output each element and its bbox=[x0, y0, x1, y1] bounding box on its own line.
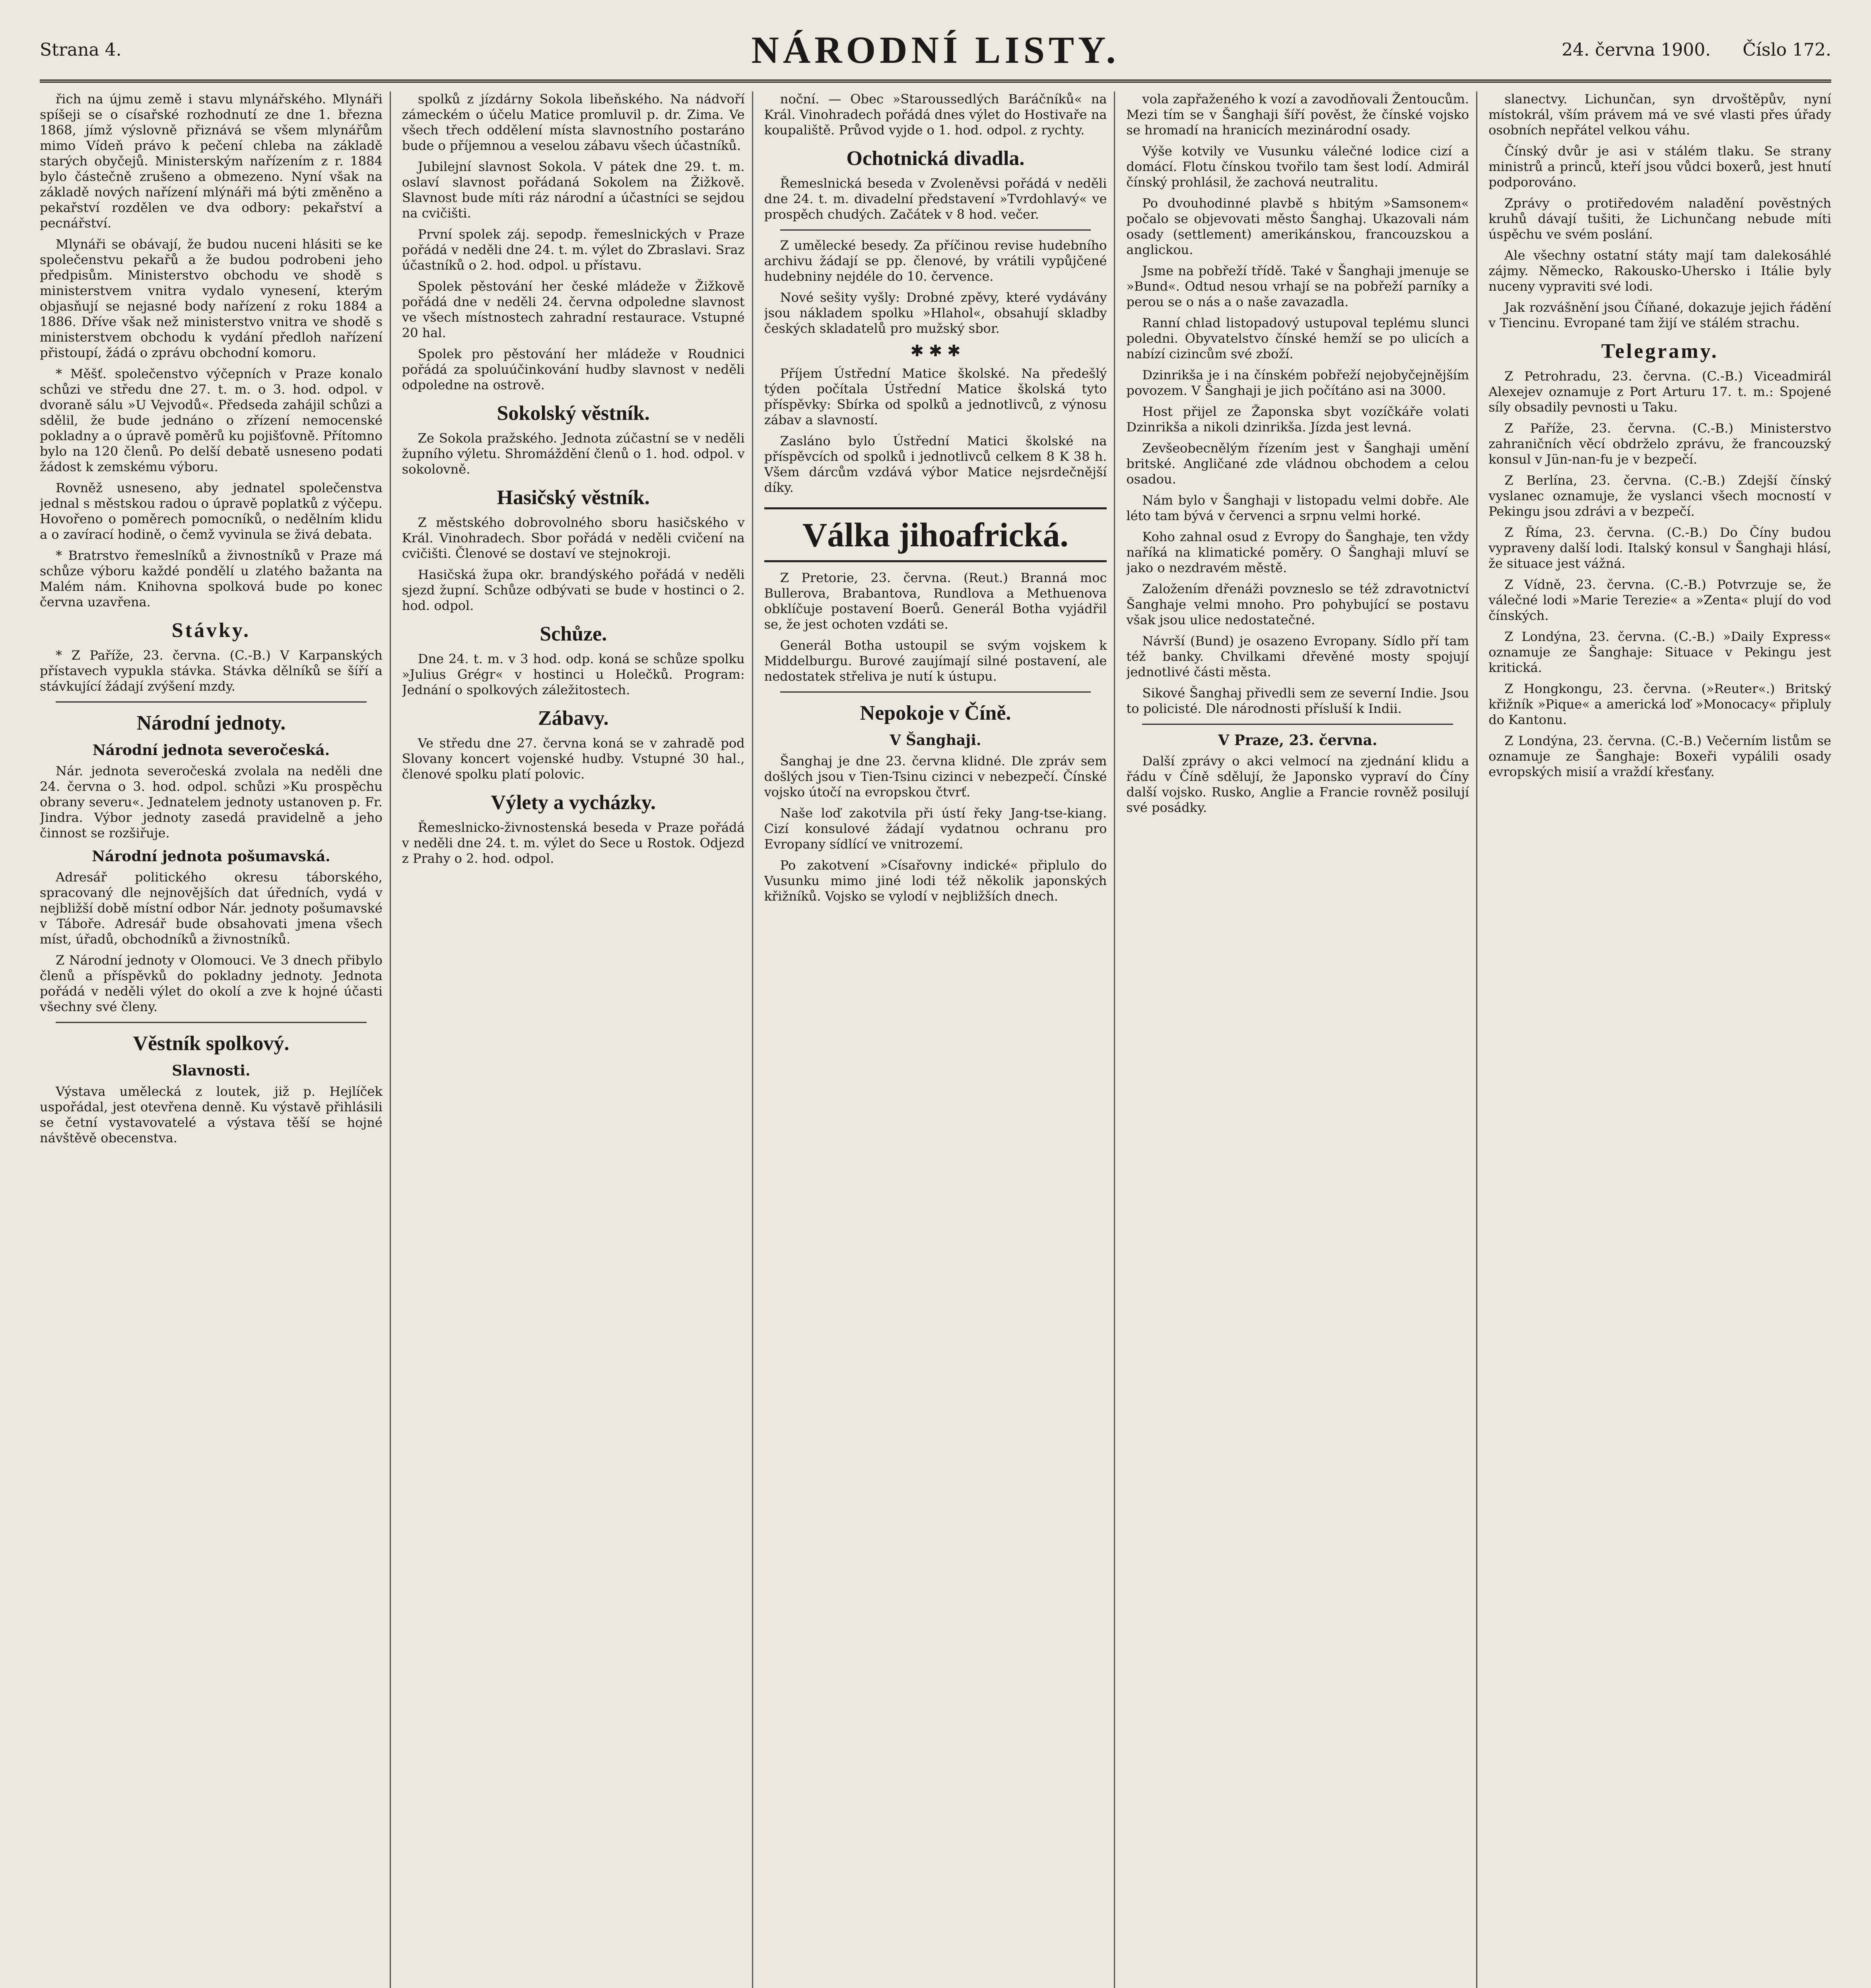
subsection-heading: V Šanghaji. bbox=[890, 732, 981, 749]
article-text: * Bratrstvo řemeslníků a živnostníků v Praze má schůze výboru každé pondělí u zlatého bažanta na Malém nám. Knihovna spolková bude po konec června uzavřena. bbox=[40, 548, 383, 610]
section-heading: Telegramy. bbox=[1601, 340, 1719, 363]
section-heading: Hasičský věstník. bbox=[497, 486, 650, 509]
article-text: Rovněž usneseno, aby jednatel společenstva jednal s městskou radou o úpravě poplatků z výčepu. Hovořeno o poměrech pomocníků, o nedělním klidu a o zavírací hodině, o čemž vyvinula se živá debata. bbox=[40, 480, 383, 542]
telegram-text: Z Petrohradu, 23. června. (C.-B.) Viceadmirál Alexejev oznamuje z Port Arturu 17. t. m.: Spojené síly obsadily pevnosti u Taku. bbox=[1488, 369, 1831, 415]
columns bbox=[40, 91, 1831, 1988]
article-text: Nám bylo v Šanghaji v listopadu velmi dobře. Ale léto tam bývá v červenci a srpnu velmi horké. bbox=[1126, 493, 1469, 523]
article-text: Nové sešity vyšly: Drobné zpěvy, které vydávány jsou nákladem spolku »Hlahol«, obsahují skladby českých skladatelů pro mužský sbor. bbox=[764, 290, 1107, 336]
divider bbox=[56, 1022, 367, 1023]
issue-number: Číslo 172. bbox=[1743, 39, 1831, 60]
section-heading: Sokolský věstník. bbox=[497, 402, 650, 425]
article-text: Výše kotvily ve Vusunku válečné lodice cizí a domácí. Flotu čínskou tvořilo tam šest lodí. Admirál čínský prohlásil, že zachová neutralitu. bbox=[1126, 144, 1469, 190]
article-text: Šanghaj je dne 23. června klidné. Dle zpráv sem došlých jsou v Tien-Tsinu cizinci v nebezpečí. Čínské vojsko útočí na evropskou čtvrť. bbox=[764, 753, 1107, 800]
article-text: Nár. jednota severočeská zvolala na neděli dne 24. června o 3. hod. odpol. schůzi »Ku prospěchu obrany severu«. Jednatelem jednoty ustanoven p. Fr. Jindra. Výbor jednoty zasedá pravidelně a jeho činnost se rozšiřuje. bbox=[40, 763, 383, 841]
separator-stars: ✱ ✱ ✱ bbox=[910, 342, 961, 360]
article-text: * Z Paříže, 23. června. (C.-B.) V Karpanských přístavech vypukla stávka. Stávka dělníků se šíří a stávkující žádají zvýšení mzdy. bbox=[40, 648, 383, 694]
article-text: Adresář politického okresu táborského, spracovaný dle nejnovějších dat úředních, vydá v nejbližší době místní odbor Nár. jednoty pošumavské v Táboře. Adresář bude obsahovati jmena všech míst, úřadů, obchodníků a živnostníků. bbox=[40, 870, 383, 947]
article-text: Z umělecké besedy. Za příčinou revise hudebního archivu žádají se pp. členové, by vrátili vypůjčené hudebniny nejdéle do 10. července. bbox=[764, 238, 1107, 284]
article-text: vola zapřaženého k vozí a zavodňovali Žentoucům. Mezi tím se v Šanghaji šíří pověst, že čínské vojsko se hromadí na hranicích mezinárodní osady. bbox=[1126, 91, 1469, 138]
article-text: noční. — Obec »Staroussedlých Baráčníků« na Král. Vinohradech pořádá dnes výlet do Hostivaře na koupaliště. Průvod vyjde o 1. hod. odpol. z rychty. bbox=[764, 91, 1107, 138]
section-heading: Zábavy. bbox=[538, 707, 609, 730]
article-text: Příjem Ústřední Matice školské. Na předešlý týden počítala Ústřední Matice školská tyto příspěvky: Sbírka od spolků a jednotlivců, z výnosu zábav a slavností. bbox=[764, 366, 1107, 427]
article-text: Mlynáři se obávají, že budou nuceni hlásiti se ke společenstvu pekařů a že budou podrobeni jeho předpisům. Ministerstvo obchodu ve shodě s ministerstvem vnitra vydalo vynesení, kterým objasňují se nejasné body nařízení z roku 1884 a 1886. Dříve však než ministerstvo vnitra ve shodě s ministerstvem obchodu k vydání předloh nařízení přistoupí, žádá o zprávu obchodní komoru. bbox=[40, 237, 383, 360]
telegram-text: Z Londýna, 23. června. (C.-B.) »Daily Express« oznamuje ze Šanghaje: Situace v Pekingu jest kritická. bbox=[1488, 629, 1831, 675]
article-text: Ale všechny ostatní státy mají tam dalekosáhlé zájmy. Německo, Rakousko-Uhersko i Itálie byly nuceny vypraviti své lodi. bbox=[1488, 248, 1831, 294]
telegram-text: Z Paříže, 23. června. (C.-B.) Ministerstvo zahraničních věcí obdrželo zprávu, že francouzský konsul v Jün-nan-fu je v bezpečí. bbox=[1488, 421, 1831, 467]
article-text: slanectvy. Lichunčan, syn drvoštěpův, nyní místokrál, vším právem má ve své vlasti přes úřady osobních nepřátel velkou váhu. bbox=[1488, 91, 1831, 138]
article-text: Založením dřenáži povzneslo se též zdravotnictví Šanghaje velmi mnoho. Pro pohybující se postavu však jsou ulice nedostatečné. bbox=[1126, 581, 1469, 627]
article-text: Zevšeobecnělým řízením jest v Šanghaji umění britské. Angličané zde vládnou obchodem a celou osadou. bbox=[1126, 441, 1469, 487]
article-text: * Měšť. společenstvo výčepních v Praze konalo schůzi ve středu dne 27. t. m. o 3. hod. odpol. v dvoraně sálu »U Vejvodů«. Předseda zahájil schůzi a sdělil, že bude jednáno o zřízení nemocenské pokladny a o úpravě poměrů ku pojišťovně. Přítomno bylo na 120 členů. Po delší debatě usneseno podati žádost k zemskému výboru. bbox=[40, 366, 383, 474]
article-text: Po zakotvení »Císařovny indické« připlulo do Vusunku mimo jiné lodi též několik japonských křižníků. Vojsko se vylodí v nejbližších dnech. bbox=[764, 858, 1107, 904]
article-text: Spolek pěstování her české mládeže v Žižkově pořádá dne v neděli 24. června odpoledne slavnost ve všech místnostech zahradní restaurace. Vstupné 20 hal. bbox=[402, 279, 745, 340]
article-text: Řemeslnická beseda v Zvoleněvsi pořádá v neděli dne 24. t. m. divadelní představení »Tvrdohlavý« ve prospěch chudých. Začátek v 8 hod. večer. bbox=[764, 176, 1107, 222]
article-text: Host přijel ze Žaponska sbyt vozíčkáře volati Dzinrikša a nikoli dzinrikša. Jízda jest levná. bbox=[1126, 404, 1469, 435]
article-text: Generál Botha ustoupil se svým vojskem k Middelburgu. Burové zaujímají silné postavení, ale nedostatek střeliva je nutí k ústupu. bbox=[764, 638, 1107, 684]
section-heading-large: Válka jihoafrická. bbox=[764, 507, 1107, 562]
article-text: Ze Sokola pražského. Jednota zúčastní se v neděli župního výletu. Shromáždění členů o 1. hod. odpol. v sokolovně. bbox=[402, 431, 745, 477]
telegram-text: Z Hongkongu, 23. června. (»Reuter«.) Britský křižník »Pique« a americká loď »Monocacy« připluly do Kantonu. bbox=[1488, 681, 1831, 727]
newspaper-title: NÁRODNÍ LISTY. bbox=[751, 28, 1120, 71]
masthead-right bbox=[1473, 40, 1831, 60]
article-text: Zprávy o protiředovém naladění pověstných kruhů dávají tušiti, že Lichunčang nebude míti úspěchu ve svém poslání. bbox=[1488, 196, 1831, 242]
subsection-heading: V Praze, 23. června. bbox=[1218, 732, 1378, 749]
article-text: Naše loď zakotvila při ústí řeky Jang-tse-kiang. Cizí konsulové žádají vydatnou ochranu pro Evropany sídlící ve vnitrozemí. bbox=[764, 806, 1107, 852]
telegram-text: Z Berlína, 23. června. (C.-B.) Zdejší čínský vyslanec oznamuje, že vyslanci všech mocností v Pekingu jsou zdrávi a v bezpečí. bbox=[1488, 473, 1831, 519]
article-text: Sikové Šanghaj přivedli sem ze severní Indie. Jsou to policisté. Dle národnosti přísluší k Indii. bbox=[1126, 685, 1469, 716]
column-2 bbox=[402, 91, 753, 1988]
article-text: Návrší (Bund) je osazeno Evropany. Sídlo pří tam též banky. Chvilkami dřevěné mosty spojují jednotlivé části města. bbox=[1126, 633, 1469, 679]
article-text: Hasičská župa okr. brandýského pořádá v neděli sjezd župní. Schůze odbývati se bude v hostinci o 2. hod. odpol. bbox=[402, 567, 745, 613]
article-text: Z Pretorie, 23. června. (Reut.) Branná moc Bullerova, Brabantova, Rundlova a Methuenova obklíčuje postavení Boerů. Generál Botha vyjádřil se, že jest ochoten vzdáti se. bbox=[764, 570, 1107, 632]
article-text: Jubilejní slavnost Sokola. V pátek dne 29. t. m. oslaví slavnost pořádaná Sokolem na Žižkově. Slavnost bude míti ráz národní a účastníci se sejdou na cvičišti. bbox=[402, 159, 745, 221]
section-heading: Nepokoje v Číně. bbox=[860, 702, 1011, 724]
section-heading: Schůze. bbox=[540, 623, 607, 645]
article-text: Výstava umělecká z loutek, již p. Hejlíček uspořádal, jest otevřena denně. Ku výstavě přihlásili se četní vystavovatelé a výstava těší se hojné návštěvě obecenstva. bbox=[40, 1084, 383, 1145]
article-text: Ranní chlad listopadový ustupoval teplému slunci poledni. Obyvatelstvo čínské hemží se po ulicích a nabízí cizincům své zboží. bbox=[1126, 315, 1469, 361]
article-text: řich na újmu země i stavu mlynářského. Mlynáři spíšeji se o císařské rozhodnutí ze dne 1. března 1868, jímž výslovně přiznává se všem mlynářům mimo Vídeň právo k pečení chleba na základě starých obyčejů. Ministerským nařízením z r. 1884 bylo částečně zrušeno a obmezeno. Nyní však na základě nových nařízení mlýnáři má býti změněno a pekařství rozdělen ve dva odbory: pekařství a pecnářství. bbox=[40, 91, 383, 231]
divider bbox=[1142, 724, 1453, 725]
article-text: Jsme na pobřeží třídě. Také v Šanghaji jmenuje se »Bund«. Odtud nesou vrhají se na pobřeží parníky a perou se o nás a o naše zavazadla. bbox=[1126, 263, 1469, 309]
page-number: Strana 4. bbox=[40, 39, 122, 60]
divider bbox=[56, 701, 367, 703]
article-text: Dne 24. t. m. v 3 hod. odp. koná se schůze spolku »Julius Grégr« v hostinci u Holečků. Program: Jednání o spolkových záležitostech. bbox=[402, 651, 745, 697]
article-text: Zasláno bylo Ústřední Matici školské na příspěvcích od spolků i jednotlivců celkem 8 K 38 h. Všem dárcům vzdává výbor Matice nejsrdečnější díky. bbox=[764, 433, 1107, 495]
article-text: Jak rozvášnění jsou Číňané, dokazuje jejich řádění v Tiencinu. Evropané tam žijí ve stálém strachu. bbox=[1488, 300, 1831, 330]
article-text: Dzinrikša je i na čínském pobřeží nejobyčejnějším povozem. V Šanghaji je jich počítáno asi na 3000. bbox=[1126, 367, 1469, 398]
section-heading: Ochotnická divadla. bbox=[846, 147, 1025, 170]
column-3 bbox=[764, 91, 1115, 1988]
column-5 bbox=[1488, 91, 1831, 1988]
section-heading: Stávky. bbox=[171, 619, 251, 642]
article-text: První spolek záj. sepodp. řemeslnických v Praze pořádá v neděli dne 24. t. m. výlet do Zbraslavi. Sraz účastníků o 2. hod. odpol. u přístavu. bbox=[402, 227, 745, 273]
subsection-heading: Národní jednota pošumavská. bbox=[92, 848, 330, 865]
subsection-heading: Slavnosti. bbox=[172, 1062, 251, 1079]
divider bbox=[780, 691, 1091, 693]
column-4 bbox=[1126, 91, 1477, 1988]
article-text: Řemeslnicko-živnostenská beseda v Praze pořádá v neděli dne 24. t. m. výlet do Sece u Rostok. Odjezd z Prahy o 2. hod. odpol. bbox=[402, 820, 745, 866]
article-text: spolků z jízdárny Sokola libeňského. Na nádvoří zámeckém o účelu Matice promluvil p. dr. Zima. Ve všech třech oddělení místa slavnostního postaráno bude o příjemnou a veselou zábavu všech účastníků. bbox=[402, 91, 745, 153]
section-heading: Národní jednoty. bbox=[136, 712, 286, 734]
divider bbox=[780, 229, 1091, 231]
article-text: Ve středu dne 27. června koná se v zahradě pod Slovany koncert vojenské hudby. Vstupné 30 hal., členové spolku platí polovic. bbox=[402, 736, 745, 782]
subsection-heading: Národní jednota severočeská. bbox=[92, 742, 330, 759]
column-1 bbox=[40, 91, 391, 1988]
article-text: Spolek pro pěstování her mládeže v Roudnici pořádá za spoluúčinkování hudby slavnost v neděli odpoledne na ostrově. bbox=[402, 346, 745, 392]
telegram-text: Z Vídně, 23. června. (C.-B.) Potvrzuje se, že válečné lodi »Marie Terezie« a »Zenta« plují do vod čínských. bbox=[1488, 577, 1831, 623]
issue-date: 24. června 1900. bbox=[1562, 39, 1711, 60]
article-text: Z městského dobrovolného sboru hasičského v Král. Vinohradech. Sbor pořádá v neděli cvičení na cvičišti. Členové se dostaví ve stejnokroji. bbox=[402, 515, 745, 561]
article-text: Čínský dvůr je asi v stálém tlaku. Se strany ministrů a princů, kteří jsou vůdci boxerů, jest hnutí podporováno. bbox=[1488, 144, 1831, 190]
section-heading: Výlety a vycházky. bbox=[491, 791, 656, 814]
article-text: Koho zahnal osud z Evropy do Šanghaje, ten vždy naříká na klimatické poměry. O Šanghaji mluví se jako o nezdravém městě. bbox=[1126, 529, 1469, 575]
article-text: Z Národní jednoty v Olomouci. Ve 3 dnech přibylo členů a příspěvků do pokladny jednoty. Jednota pořádá v neděli výlet do okolí a zve k hojné účasti všechny své členy. bbox=[40, 953, 383, 1014]
masthead bbox=[40, 20, 1831, 83]
telegram-text: Z Říma, 23. června. (C.-B.) Do Číny budou vypraveny další lodi. Italský konsul v Šanghaji hlásí, že situace jest vážná. bbox=[1488, 525, 1831, 571]
article-text: Po dvouhodinné plavbě s hbitým »Samsonem« počalo se objevovati město Šanghaj. Ukazovali nám osady (settlement) amerikánskou, francouzskou a anglickou. bbox=[1126, 196, 1469, 257]
telegram-text: Z Londýna, 23. června. (C.-B.) Večerním listům se oznamuje ze Šanghaje: Boxeři vypálili osady evropských misií a vraždí křesťany. bbox=[1488, 733, 1831, 779]
section-heading: Věstník spolkový. bbox=[133, 1032, 289, 1055]
article-text: Další zprávy o akci velmocí na zjednání klidu a řádu v Číně sdělují, že Japonsko vypraví do Číny další vojsko. Rusko, Anglie a Francie rovněž posilují své posádky. bbox=[1126, 753, 1469, 815]
